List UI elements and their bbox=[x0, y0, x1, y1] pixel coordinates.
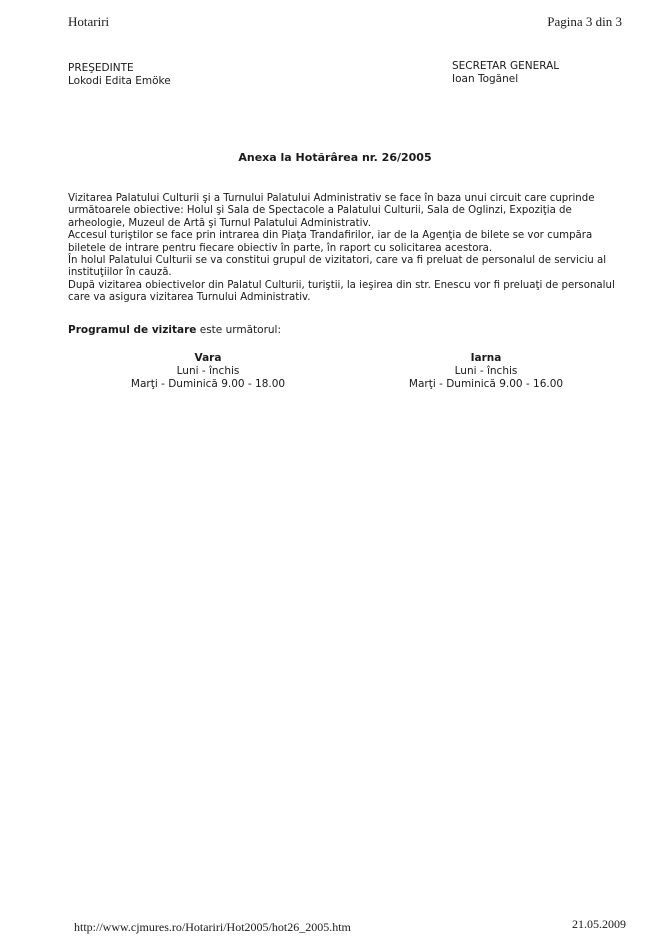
program-heading-bold: Programul de vizitare bbox=[68, 324, 197, 336]
annex-body bbox=[68, 193, 628, 305]
signature-secretary-name: Ioan Togănel bbox=[452, 73, 519, 85]
schedule-summer-line2: Marţi - Duminică 9.00 - 18.00 bbox=[130, 378, 286, 390]
footer-date: 21.05.2009 bbox=[572, 917, 626, 931]
page-number: Pagina 3 din 3 bbox=[547, 14, 622, 29]
program-heading bbox=[68, 324, 281, 336]
schedule-summer-line1: Luni - închis bbox=[176, 365, 240, 377]
program-heading-rest: este următorul: bbox=[196, 324, 281, 336]
schedule-winter-line1: Luni - închis bbox=[454, 365, 518, 377]
schedule-winter bbox=[404, 352, 568, 391]
annex-paragraph: Accesul turiştilor se face prin intrarea din Piaţa Trandafirilor, iar de la Agenţia de bilete se vor cumpăra biletele de intrare pentru fiecare obiectiv în parte, în raport cu solicitarea acestora. bbox=[68, 230, 593, 254]
footer-url: http://www.cjmures.ro/Hotariri/Hot2005/hot26_2005.htm bbox=[74, 920, 351, 934]
annex-paragraph: După vizitarea obiectivelor din Palatul Culturii, turiştii, la ieşirea din str. Enescu vor fi preluaţi de personalul care va asigura vizitarea Turnului Administrativ. bbox=[68, 279, 615, 304]
schedule-summer-name: Vara bbox=[194, 352, 222, 364]
annex-paragraph: Vizitarea Palatului Culturii şi a Turnului Palatului Administrativ se face în baza unui circuit care cuprinde următoarele obiective: Holul şi Sala de Spectacole a Palatului Culturii, Sala de Oglinzi, Expoziţia de arheologie, Muzeul de Artă şi Turnul Palatului Administrativ. bbox=[68, 193, 595, 229]
header-title: Hotariri bbox=[68, 14, 110, 29]
schedule-winter-name: Iarna bbox=[470, 352, 502, 364]
signature-president-role: PREŞEDINTE bbox=[68, 62, 134, 74]
signature-president bbox=[68, 62, 171, 88]
signature-secretary bbox=[452, 60, 559, 86]
schedule-winter-line2: Marţi - Duminică 9.00 - 16.00 bbox=[408, 378, 564, 390]
signature-secretary-role: SECRETAR GENERAL bbox=[452, 60, 560, 72]
annex-title: Anexa la Hotărârea nr. 26/2005 bbox=[238, 151, 432, 164]
annex-paragraph: În holul Palatului Culturii se va constitui grupul de vizitatori, care va fi preluat de personalul de serviciu al instituţiilor în cauză. bbox=[68, 255, 607, 279]
signature-president-name: Lokodi Edita Emöke bbox=[68, 75, 171, 87]
schedule-summer bbox=[128, 352, 288, 391]
